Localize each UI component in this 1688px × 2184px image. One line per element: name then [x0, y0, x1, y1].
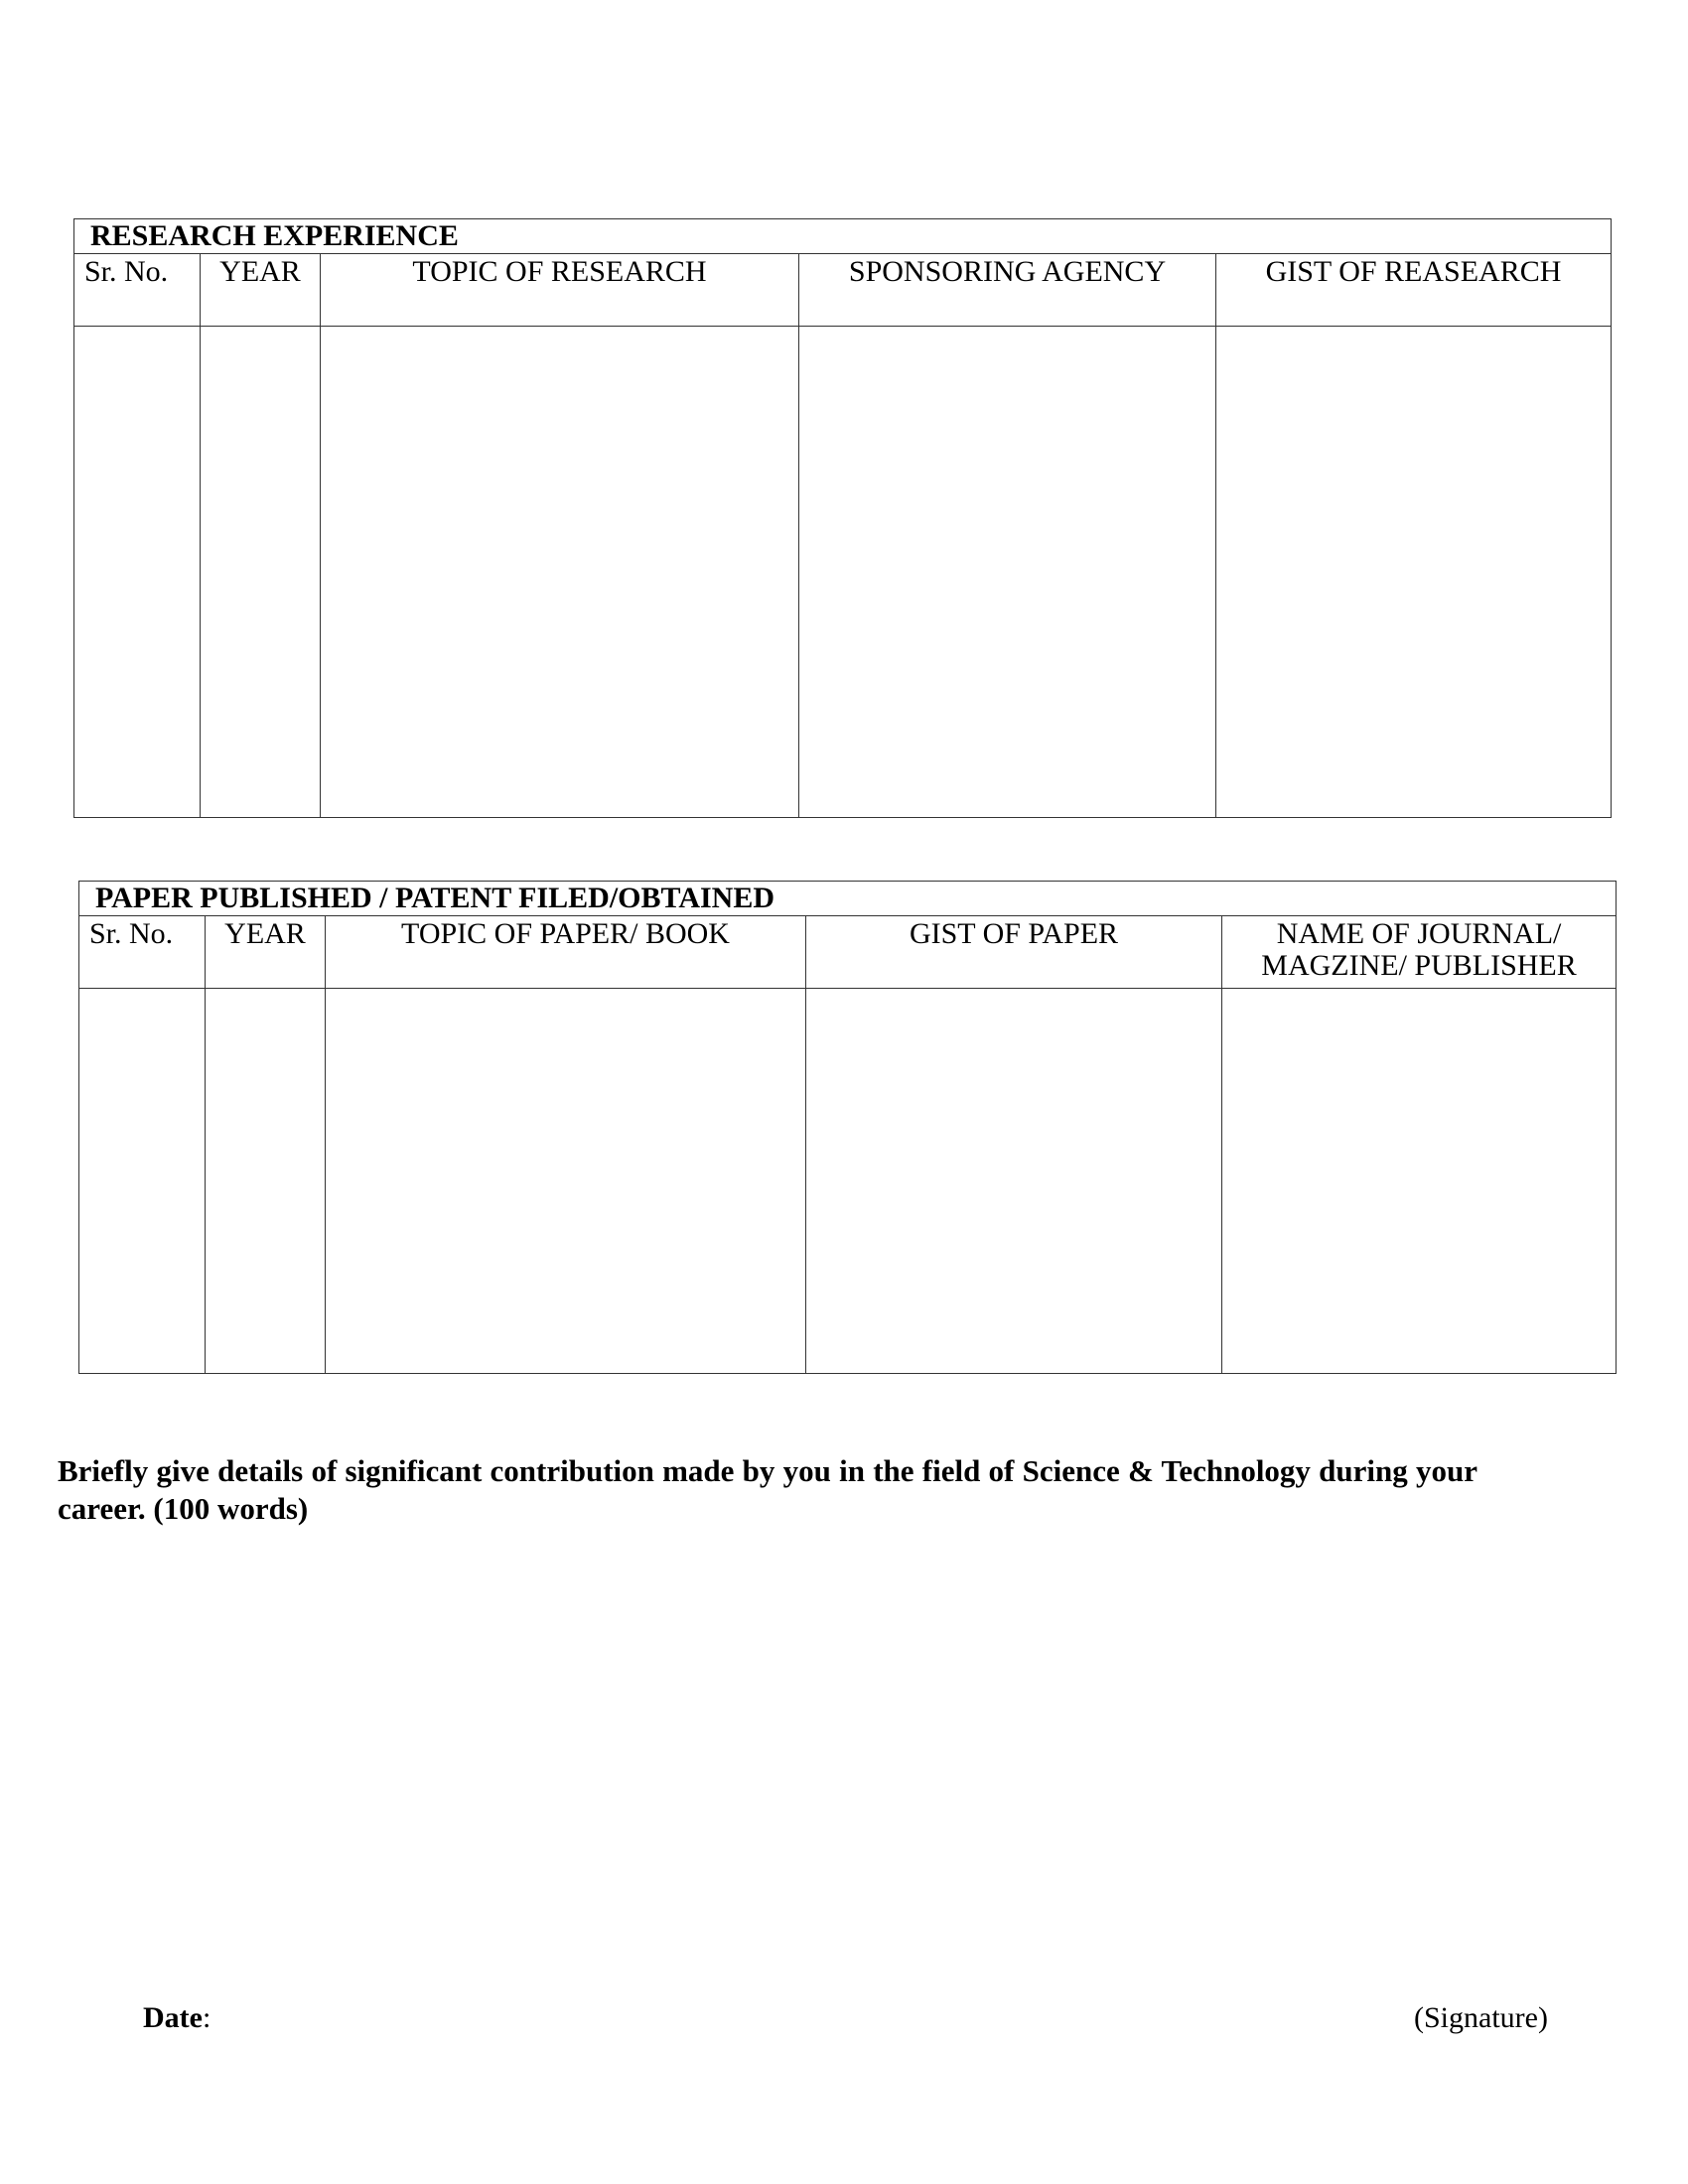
contribution-prompt: Briefly give details of significant contribution made by you in the field of Science & Technology during your career. (100 words)	[58, 1453, 1477, 1526]
research-header-topic: TOPIC OF RESEARCH	[321, 254, 799, 327]
research-cell-sponsoring-agency[interactable]	[799, 327, 1216, 818]
research-experience-table	[73, 218, 1612, 818]
signature-label: (Signature)	[1414, 2001, 1548, 2034]
papers-published-title: PAPER PUBLISHED / PATENT FILED/OBTAINED	[79, 882, 1617, 916]
papers-published-table	[78, 881, 1617, 1374]
research-header-sponsoring-agency: SPONSORING AGENCY	[799, 254, 1216, 327]
research-header-gist: GIST OF REASEARCH	[1216, 254, 1612, 327]
research-header-year: YEAR	[201, 254, 321, 327]
date-colon: :	[202, 2001, 211, 2034]
research-cell-gist[interactable]	[1216, 327, 1612, 818]
date-label: Date	[143, 2001, 203, 2034]
papers-cell-sr-no[interactable]	[79, 989, 206, 1374]
papers-cell-year[interactable]	[206, 989, 326, 1374]
papers-cell-topic[interactable]	[326, 989, 806, 1374]
research-cell-sr-no[interactable]	[74, 327, 201, 818]
papers-header-year: YEAR	[206, 916, 326, 989]
papers-header-topic: TOPIC OF PAPER/ BOOK	[326, 916, 806, 989]
date-field	[143, 2001, 211, 2035]
research-cell-year[interactable]	[201, 327, 321, 818]
papers-header-gist: GIST OF PAPER	[806, 916, 1222, 989]
papers-cell-journal[interactable]	[1222, 989, 1617, 1374]
papers-cell-gist[interactable]	[806, 989, 1222, 1374]
research-cell-topic[interactable]	[321, 327, 799, 818]
papers-header-journal: NAME OF JOURNAL/ MAGZINE/ PUBLISHER	[1222, 916, 1617, 989]
research-experience-title: RESEARCH EXPERIENCE	[74, 219, 1612, 254]
research-header-sr-no: Sr. No.	[74, 254, 201, 327]
papers-header-sr-no: Sr. No.	[79, 916, 206, 989]
